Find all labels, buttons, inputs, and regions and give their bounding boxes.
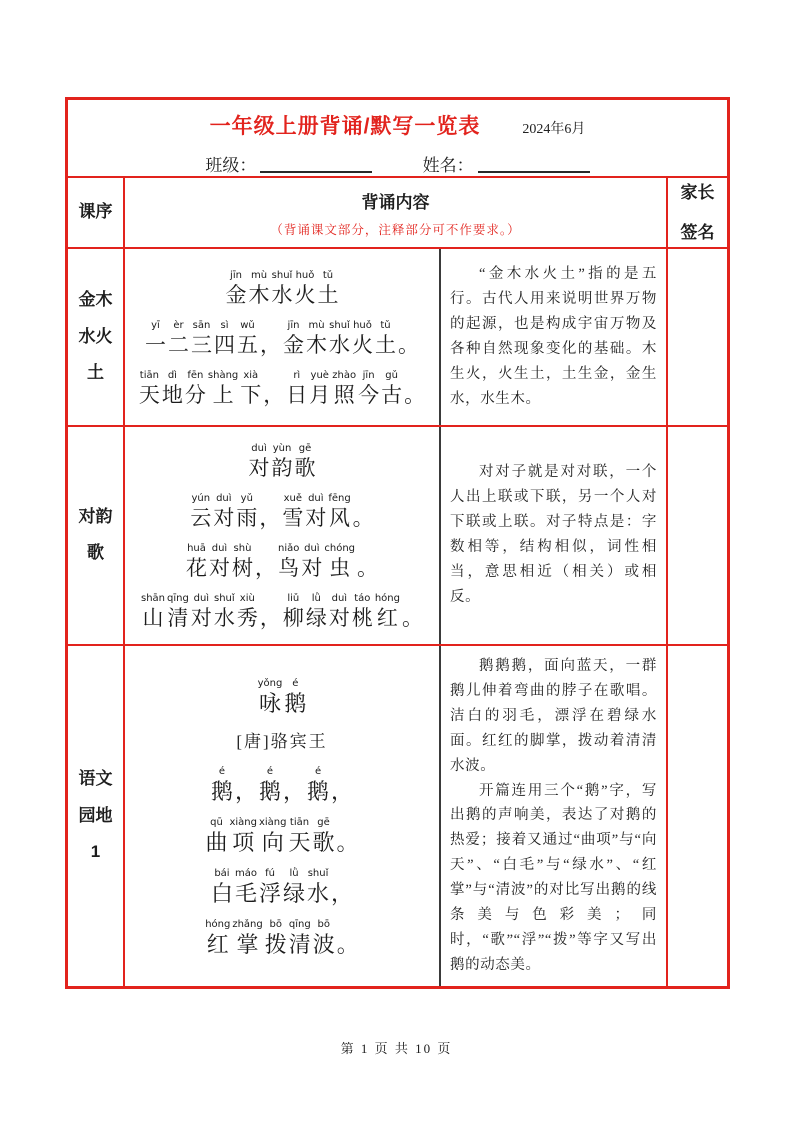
- content-header-note: （背诵课文部分，注释部分可不作要求。）: [270, 222, 521, 237]
- poem-line: hóng 红 zhǎng 掌 bō 拨 qīng 清 bō 波 。: [205, 918, 359, 957]
- lesson-label: 金木 水火 土: [68, 249, 125, 425]
- poem-author: [唐]骆宾王: [236, 731, 328, 751]
- recitation-table: [65, 97, 730, 989]
- parent-signature-cell: [666, 646, 727, 986]
- poem-line: yī 一 èr 二 sān 三 sì 四 wǔ 五 ， jīn 金 mù 木 shuǐ 水 huǒ 火 tǔ 土 。: [145, 319, 419, 357]
- column-header-row: [68, 178, 727, 249]
- table-row: [68, 249, 727, 427]
- poem-title: duì 对 yùn 韵 gē 歌: [248, 443, 316, 481]
- class-name-row: [68, 151, 727, 176]
- lesson-label: 对韵 歌: [68, 427, 125, 644]
- parent-signature-cell: [666, 249, 727, 425]
- poem-line: tiān 天 dì 地 fēn 分 shàng 上 xià 下 ， rì 日 yuè 月 zhào 照 jīn 今 gǔ 古 。: [138, 369, 426, 407]
- content-header-label: 背诵内容: [361, 192, 430, 212]
- parent-header-line1: 家长: [680, 183, 715, 203]
- note-cell: [439, 646, 666, 986]
- poem-line: yún 云 duì 对 yǔ 雨 ， xuě 雪 duì 对 fēng 风 。: [190, 493, 374, 531]
- parent-signature-cell: [666, 427, 727, 644]
- col-header-content: [125, 178, 666, 247]
- table-head: [68, 100, 727, 178]
- class-label: 班级：: [205, 156, 257, 175]
- table-row: [68, 427, 727, 646]
- table-row: [68, 646, 727, 986]
- poem-line: bái 白 máo 毛 fú 浮 lǜ 绿 shuǐ 水 ，: [210, 867, 354, 906]
- poem-cell: [125, 249, 439, 425]
- page-title: 一年级上册背诵/默写一览表: [209, 115, 481, 138]
- poem-line: é 鹅 ， é 鹅 ， é 鹅 ，: [210, 765, 354, 804]
- parent-header-line2: 签名: [680, 222, 715, 242]
- note-cell: [439, 427, 666, 644]
- poem-title: jīn 金 mù 木 shuǐ 水 huǒ 火 tǔ 土: [225, 269, 339, 307]
- lesson-label: 语文 园地 1: [68, 646, 125, 986]
- poem-title: yǒng 咏 é 鹅: [257, 677, 307, 716]
- poem-line: huā 花 duì 对 shù 树 ， niǎo 鸟 duì 对 chóng 虫 。: [185, 543, 378, 581]
- name-blank-line: [478, 157, 590, 173]
- note-paragraph: 开篇连用三个“鹅”字，写出鹅的声响美，表达了对鹅的热爱；接着又通过“曲项”与“向天”、“白毛”与“绿水”、“红掌”与“清波”的对比写出鹅的线条美与色彩美；同时，“歌”“浮”“拨”等字又写出鹅的动态美。: [450, 782, 657, 974]
- col-header-parent: [666, 178, 727, 247]
- note-cell: [439, 249, 666, 425]
- date-label: 2024年6月: [522, 122, 586, 137]
- note-paragraph: 鹅鹅鹅，面向蓝天，一群鹅儿伸着弯曲的脖子在歌唱。洁白的羽毛，漂浮在碧绿水面。红红的脚掌，拨动着清清水波。: [450, 657, 657, 774]
- page-number: 第 1 页 共 10 页: [340, 1041, 453, 1056]
- note-paragraph: 对对子就是对对联，一个人出上联或下联，另一个人对下联或上联。对子特点是：字数相等，结构相似，词性相当，意思相近（相关）或相反。: [450, 464, 657, 606]
- col-header-lesson: 课序: [68, 178, 125, 247]
- poem-cell: [125, 646, 439, 986]
- class-blank-line: [260, 157, 372, 173]
- poem-cell: [125, 427, 439, 644]
- poem-line: qū 曲 xiàng 项 xiàng 向 tiān 天 gē 歌 。: [205, 816, 359, 855]
- note-paragraph: “金木水火土”指的是五行。古代人用来说明世界万物的起源，也是构成宇宙万物及各种自然现象变化的基础。木生火，火生土，土生金，金生水，水生木。: [450, 266, 657, 407]
- name-label: 姓名：: [422, 156, 474, 175]
- poem-line: shān 山 qīng 清 duì 对 shuǐ 水 xiù 秀 ， liǔ 柳 lǜ 绿 duì 对 táo 桃 hóng 红 。: [141, 593, 423, 631]
